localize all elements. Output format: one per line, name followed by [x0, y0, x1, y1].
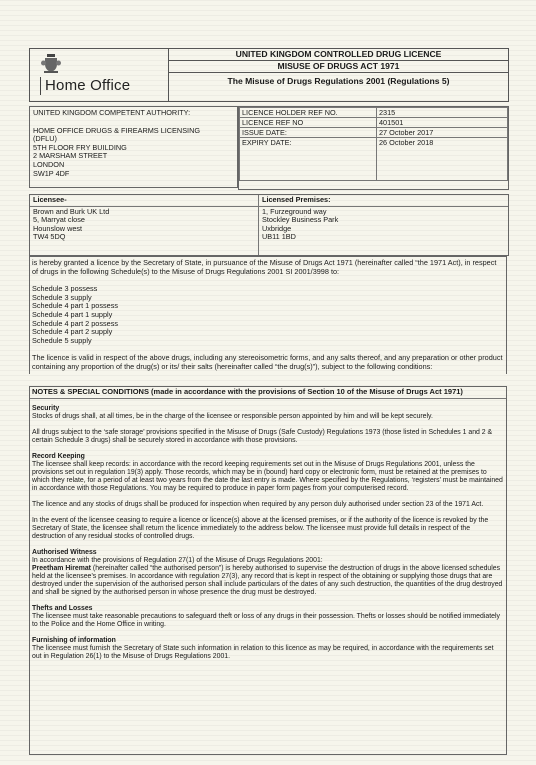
licensee-line: TW4 5DQ	[33, 232, 66, 242]
competent-authority-box	[29, 106, 238, 188]
grant-text: is hereby granted a licence by the Secretary of State, in pursuance of the Misuse of Drugs Act 1971 (hereinafter called “the 1971 Act), in respect of drugs in the following Schedule(s) to the Misuse of Drugs Regulations 2001 SI 2001/3998 to:	[32, 258, 497, 276]
licence-header	[29, 48, 509, 102]
logo-text: Home Office	[40, 77, 130, 95]
witness-intro: In accordance with the provisions of Regulation 27(1) of the Misuse of Drugs Regulations 2001:	[32, 557, 323, 564]
authority-line: 5TH FLOOR FRY BUILDING	[33, 142, 127, 152]
record-keeping-heading: Record Keeping	[32, 453, 85, 460]
ref-label: ISSUE DATE:	[240, 128, 377, 138]
table-row	[240, 108, 508, 118]
authority-line: LONDON	[33, 159, 65, 169]
thefts-heading: Thefts and Losses	[32, 605, 93, 612]
ref-label: EXPIRY DATE:	[240, 138, 377, 181]
record-keeping-text: The licensee shall keep records: in accordance with the record keeping requirements set out in the Misuse of Drugs Regulations 2001, unless the provisions set out in regulation 19(3) apply. Those records, which may be in (bound) hard copy or electronic form, must be retained at the premises to which they relate, for a period of at least two years from the date the last entry is made. Where specified by the Regulations, ‘registers’ must be maintained in accordance with those Regulations. You may be required to produce in paper form pages from your computerised record.	[32, 461, 503, 492]
thefts-text: The licensee must take reasonable precautions to safeguard theft or loss of any drugs in their possession. Thefts or losses should be notified immediately to the Police and the Home Office in writing.	[32, 613, 500, 628]
licensee-line: Brown and Burk UK Ltd	[33, 206, 110, 216]
schedule-item: Schedule 4 part 1 possess	[32, 301, 118, 311]
ref-value: 2315	[377, 108, 508, 118]
premises-line: Uxbridge	[262, 223, 292, 233]
schedule-item: Schedule 3 possess	[32, 284, 98, 294]
licensee-heading: Licensee-	[30, 195, 258, 207]
premises-column	[259, 195, 508, 255]
schedule-item: Schedule 5 supply	[32, 335, 92, 345]
inspection-text: The licence and any stocks of drugs shall be produced for inspection when required by any person duly authorised under section 23 of the 1971 Act.	[32, 501, 484, 508]
authority-line: 2 MARSHAM STREET	[33, 151, 108, 161]
royal-crest-icon	[40, 52, 62, 74]
security-heading: Security	[32, 405, 60, 412]
cessation-text: In the event of the licensee ceasing to require a licence or licence(s) above at the licensed premises, or if the authority of the licence is revoked by the Secretary of State, the licensee shall return the licence immediately to the address below. The licensee must provide full details in respect of the destruction of any residual stocks of controlled drugs.	[32, 517, 489, 540]
information-text: The licensee must furnish the Secretary of State such information in relation to this licence as may be required, in accordance with the requirements set out in Regulation 26(1) to the Misuse of Drugs Regulations 2001.	[32, 645, 494, 660]
witness-name: Preetham Hiremat	[32, 565, 91, 572]
premises-line: UB11 1BD	[262, 232, 296, 242]
references-table	[239, 107, 508, 181]
authority-line: SW1P 4DF	[33, 168, 70, 178]
table-row	[240, 118, 508, 128]
ref-value: 401501	[377, 118, 508, 128]
licence-title: UNITED KINGDOM CONTROLLED DRUG LICENCE	[169, 49, 508, 61]
premises-line: Stockley Business Park	[262, 215, 339, 225]
validity-text: The licence is valid in respect of the above drugs, including any stereoisometric forms, and any salts thereof, and any preparation or other product containing any proportion of the drug(s) or its/ their salts (hereinafter called “the drug(s)”), subject to the following conditions:	[32, 353, 503, 371]
licensee-column	[30, 195, 259, 255]
licence-references-box	[238, 106, 509, 190]
ref-label: LICENCE HOLDER REF NO.	[240, 108, 377, 118]
premises-heading: Licensed Premises:	[259, 195, 508, 207]
notes-title: NOTES & SPECIAL CONDITIONS (made in accordance with the provisions of Section 10 of the Misuse of Drugs Act 1971)	[30, 387, 506, 399]
safe-storage-text: All drugs subject to the ‘safe storage’ provisions specified in the Misuse of Drugs (Safe Custody) Regulations 1973 (those listed in Schedules 1 and 2 & certain Schedule 3 drugs) shall be securely stored in accordance with those provisions.	[32, 429, 493, 444]
authority-line: HOME OFFICE DRUGS & FIREARMS LICENSING	[33, 125, 201, 135]
table-row	[240, 128, 508, 138]
grant-section	[29, 256, 507, 374]
schedule-item: Schedule 3 supply	[32, 292, 92, 302]
authority-heading: UNITED KINGDOM COMPETENT AUTHORITY:	[33, 108, 191, 117]
licensee-line: Hounslow west	[33, 223, 83, 233]
ref-value: 26 October 2018	[377, 138, 508, 181]
ref-label: LICENCE REF NO	[240, 118, 377, 128]
licensee-line: 5, Marryat close	[33, 215, 85, 225]
schedule-item: Schedule 4 part 1 supply	[32, 309, 113, 319]
security-text: Stocks of drugs shall, at all times, be in the charge of the licensee or responsible person appointed by him and will be kept securely.	[32, 413, 433, 420]
schedule-item: Schedule 4 part 2 possess	[32, 318, 118, 328]
witness-heading: Authorised Witness	[32, 549, 97, 556]
home-office-logo	[30, 49, 169, 101]
ref-value: 27 October 2017	[377, 128, 508, 138]
notes-section	[29, 386, 507, 755]
licence-title-block	[169, 49, 508, 101]
licensee-box	[29, 194, 509, 256]
table-row	[240, 138, 508, 181]
premises-line: 1, Furzeground way	[262, 206, 327, 216]
act-title: MISUSE OF DRUGS ACT 1971	[169, 61, 508, 73]
regulations-title: The Misuse of Drugs Regulations 2001 (Regulations 5)	[227, 76, 450, 86]
witness-text: (hereinafter called “the authorised person”) is hereby authorised to supervise the destruction of drugs in the above licensed schedules held at the licensee’s premises. In accordance with regulation 27(3), any record that is kept in respect of the obtaining or supplying those drugs that are destroyed under the supervision of the authorised person shall include particulars of the dates of any such destruction, the quantities of the drug destroyed and shall be signed by the authorised person in whose presence the drug must be destroyed.	[32, 565, 503, 596]
schedule-item: Schedule 4 part 2 supply	[32, 327, 113, 337]
authority-line: (DFLU)	[33, 134, 57, 144]
schedule-list	[32, 285, 504, 345]
information-heading: Furnishing of information	[32, 637, 116, 644]
